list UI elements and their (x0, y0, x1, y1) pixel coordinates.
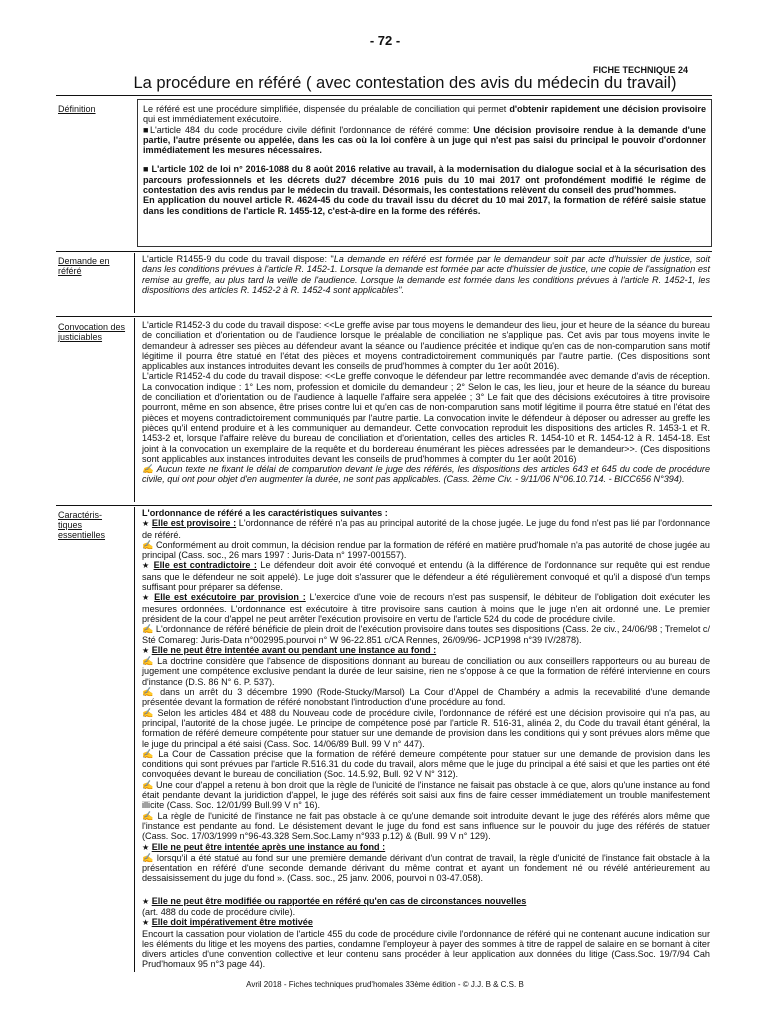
note-articles-484-488: ✍ Selon les articles 484 et 488 du Nouveau code de procédure civile, l'ordonnance de référé est une décision provisoire qui n'a pas, au principal, l'autorité de la chose jugée. Le principe de compétence posé par l'article R. 516-31, alinéa 2, du Code du travail étant général, la formation de référé demeure compétente pour statuer sur une demande de provision dans les conditions qui y sont prévues alors même que le juge du principal a été saisi (Cass. Soc. 14/06/89 Bull. 99 V n° 447). (142, 707, 710, 749)
convocation-para-1: L'article R1452-3 du code du travail dispose: <<Le greffe avise par tous moyens le demandeur des lieu, jour et heure de la séance du bureau de conciliation et d'orientation ou de l'audience lorsque le préalable de conciliation ne s'applique pas. Cet avis par tous moyens invite le demandeur à adresser ses pièces au défendeur avant la séance ou l'audience précitée et indique qu'en cas de non-comparution sans motif légitime il pourra être statué en l'état des pièces et moyens contradictoirement communiqués par l'autre partie. (Ces dispositions sont applicables aux instances introduites devant les conseils de prud'hommes à compter du 1er août 2016). (142, 320, 710, 372)
definition-para-1: Le référé est une procédure simplifiée, dispensée du préalable de conciliation qui permet d'obtenir rapidement une décision provisoire qui est immédiatement exécutoire. (143, 104, 706, 125)
caracteristique-avant-instance: ★ Elle ne peut être intentée avant ou pendant une instance au fond : (142, 644, 437, 655)
label-definition: Définition (58, 104, 96, 114)
definition-para-2: ■L'article 484 du code procédure civile définit l'ordonnance de référé comme: Une décision provisoire rendue à la demande d'une partie, l'autre présente ou appelée, dans les cas où la loi confère à un juge qui n'est pas saisi du principal le pouvoir d'ordonner immédiatement les mesures nécessaires. (143, 124, 706, 156)
label-caracteristiques: Caractéris-tiques essentielles (58, 510, 106, 540)
star-icon: ★ (142, 519, 150, 529)
label-convocation: Convocation des justiciables (58, 322, 126, 342)
caracteristique-modification: ★ Elle ne peut être modifiée ou rapportée en référé qu'en cas de circonstances nouvelles (142, 895, 527, 906)
note-unicite-instance: ✍ La règle de l'unicité de l'instance ne fait pas obstacle à ce qu'une demande soit introduite devant le juge des référés alors même que l'instance est pendante au fond. Le désistement devant le juge du fond est sans influence sur le pouvoir du juge des référés de statuer (Cass. Soc. 17/03/1999 n°96-43.328 Sem.Soc.Lamy n°933 p.12) & (Bull. 99 V n° 129). (142, 810, 710, 842)
caracteristiques-heading: L'ordonnance de référé a les caractéristiques suivantes : (142, 508, 388, 518)
note-apres-instance: ✍ lorsqu'il a été statué au fond sur une première demande dérivant d'un contrat de travail, la règle d'unicité de l'instance fait obstacle à la présentation en référé d'une seconde demande dérivant du même contrat et ayant un fondement né ou révélé antérieurement au dessaisissement du juge du fond ». (Cass. soc., 25 janv. 2006, pourvoi n 03-47.058). (142, 852, 710, 884)
note-modification: (art. 488 du code de procédure civile). (142, 906, 296, 917)
page-footer: Avril 2018 - Fiches techniques prud'homales 33ème édition - © J.J. B & C.S. B (246, 980, 524, 989)
definition-para-3: ■ L'article 102 de loi n° 2016-1088 du 8 août 2016 relative au travail, à la modernisation du dialogue social et à la sécurisation des parcours professionnels et les décrets du27 décembre 2016 puis du 10 mai 2017 ont profondément modifié le régime de contestation des avis rendus par le médecin du travail. Désormais, les contestations relèvent du conseil des prud'hommes. (143, 164, 706, 196)
section-rule (56, 505, 712, 506)
demande-text: L'article R1455-9 du code du travail dispose: "La demande en référé est formée par le demandeur soit par acte d'huissier de justice, soit dans les conditions prévues à l'article R. 1452-1. Lorsque la demande est formée par acte d'huissier de justice, une copie de l'assignation est remise au greffe, au plus tard la veille de l'audience. Lorsque la demande est formée dans les conditions prévues à l'article R. 1452-1, les dispositions des articles R. 1452-2 à R. 1452-4 sont applicables". (142, 254, 710, 295)
convocation-note: ✍ Aucun texte ne fixant le délai de comparution devant le juge des référés, les dispositions des articles 643 et 645 du code de procédure civile, qui ont pour objet d'en augmenter la durée, ne sont pas applicables. (Cass. 2ème Civ. - 9/11/06 N°06.10.714. - BICC656 N°394). (142, 464, 710, 485)
caracteristique-executoire: ★ Elle est exécutoire par provision : L'exercice d'une voie de recours n'est pas suspensif, le débiteur de l'obligation doit exécuter les mesures ordonnées. L'ordonnance est exécutoire à titre provisoire sans caution à moins que le juge n'en ait ordonné une. Le premier président de la cour d'appel ne peut arrêter l'exécution provisoire en vertu de l'article 524 du code de procédure civile. (142, 592, 710, 624)
page-number: - 72 - (369, 33, 401, 48)
section-rule (56, 316, 712, 317)
page-title: La procédure en référé ( avec contestation des avis du médecin du travail) (133, 74, 677, 92)
convocation-para-2: L'article R1452-4 du code du travail dispose: <<Le greffe convoque le défendeur par lettre recommandée avec demande d'avis de réception. La convocation indique : 1° Les nom, profession et domicile du demandeur ; 2° Selon le cas, les lieu, jour et heure de la séance du bureau de conciliation et d'orientation ou de l'audience à laquelle l'affaire sera appelée ; 3° Le fait que des décisions exécutoires à titre provisoire pourront, même en son absence, être prises contre lui et qu'en cas de non-comparution sans motif légitime il pourra être statué en l'état des pièces et moyens contradictoirement communiqués par l'autre partie. La convocation invite le défendeur à déposer ou adresser au greffe les pièces qu'il entend produire et à les communiquer au demandeur. Cette convocation reproduit les dispositions des articles R. 1453-1 et R. 1453-2 et, lorsque l'affaire relève du bureau de conciliation et d'orientation, celles des articles R. 1454-10 et R. 1454-12 à R. 1454-18. Est joint à la convocation un exemplaire de la requête et du bordereau énumérant les pièces adressées par le demandeur>>. (Ces dispositions sont applicables aux instances introduites devant les conseils de prud'hommes à compter du 1er août 2016) (142, 371, 710, 464)
caracteristique-apres-instance: ★ Elle ne peut être intentée après une instance au fond : (142, 841, 386, 852)
section-divider (134, 318, 135, 502)
caracteristiques-text (142, 508, 710, 970)
caracteristique-provisoire: ★ Elle est provisoire : L'ordonnance de référé n'a pas au principal autorité de la chose jugée. Le juge du fond n'est pas lié par l'ordonnance de référé. (142, 518, 711, 540)
note-motivee: Encourt la cassation pour violation de l'article 455 du code de procédure civile l'ordonnance de référé qui ne contenant aucune indication sur les éléments du litige et les moyens des parties, condamne l'employeur à payer des sommes à titre de rappel de salaire en se bornant à citer divers articles d'une convention collective et leur contenu sans procéder à leur application aux données du litige (Cass.Soc. 19/7/94 Cah Prud'homaux 95 n°3 page 44). (142, 928, 710, 970)
section-divider (134, 253, 135, 313)
note-chambery: ✍ dans un arrêt du 3 décembre 1990 (Rode-Stucky/Marsol) La Cour d'Appel de Chambéry a admis la recevabilité d'une demande présentée devant la formation de référé nonobstant l'introduction d'une procédure au fond. (142, 687, 710, 708)
section-rule (56, 251, 712, 252)
note-cour-cassation: ✍ La Cour de Cassation précise que la formation de référé demeure compétente pour statuer sur une demande de provision dans les conditions qui sont prévues par l'article R.516.31 du code du travail, alors même que le juge du principal a été saisi et que les parties ont été convoquées devant le bureau de conciliation (Soc. 14.5.92, Bull. 92 V N° 312). (142, 748, 710, 780)
section-divider (134, 507, 135, 972)
star-icon: ★ (142, 593, 151, 603)
convocation-text (142, 320, 710, 485)
star-icon: ★ (142, 645, 150, 655)
note-provisoire: ✍ Conformément au droit commun, la décision rendue par la formation de référé en matière prud'homale n'a pas autorité de chose jugée au principal (Cass. soc., 26 mars 1997 : Juris-Data n° 1997-001557). (142, 539, 710, 561)
star-icon: ★ (142, 842, 150, 852)
note-cour-appel: ✍ Une cour d'appel a retenu à bon droit que la règle de l'unicité de l'instance ne faisait pas obstacle à ce que, alors qu'une instance au fond était pendante devant la juridiction d'appel, le juge des référés soit saisi aux fins de faire cesser immédiatement un trouble manifestement illicite (Cass. Soc. 12/01/99 Bull.99 V n° 16). (142, 779, 710, 811)
note-doctrine: ✍ La doctrine considère que l'absence de dispositions donnant au bureau de conciliation ou aux conseillers rapporteurs ou au bureau de jugement une compétence exclusive pendant la durée de leur saisine, rien ne s'oppose à ce que la formation de référé intervienne en cours d'instance (D.S. 86 N° 6. P. 537). (142, 656, 710, 687)
star-icon: ★ (142, 561, 151, 571)
note-executoire: ✍ L'ordonnance de référé bénéficie de plein droit de l'exécution provisoire dans toutes ses dispositions (Cass. 2e civ., 24/06/98 ; Tremelot c/ Sté Comareg: Juris-Data n°002995.pourvoi n° W 96-22.851 c/CA Rennes, 26/09/96- JCP1998 n°39 IV/2878). (142, 624, 710, 645)
fiche-label: FICHE TECHNIQUE 24 (592, 65, 688, 75)
caracteristique-contradictoire: ★ Elle est contradictoire : Le défendeur doit avoir été convoqué et entendu (à la différence de l'ordonnance sur requête qui est rendue sans que le défendeur ne soit appelé). Le juge doit s'assurer que le défendeur a été régulièrement convoqué et qu'il a disposé d'un temps suffisant pour préparer sa défense. (142, 560, 711, 593)
label-demande: Demande en référé (58, 256, 110, 276)
definition-box (137, 99, 712, 247)
star-icon: ★ (142, 896, 150, 906)
star-icon: ★ (142, 918, 150, 928)
title-rule (56, 95, 712, 96)
definition-para-4: En application du nouvel article R. 4624-45 du code du travail issu du décret du 10 mai 2017, la formation de référé saisie statue dans les conditions de l'article R. 1455-12, c'est-à-dire en la forme des référés. (143, 195, 706, 216)
caracteristique-motivee: ★ Elle doit impérativement être motivée (142, 917, 313, 928)
